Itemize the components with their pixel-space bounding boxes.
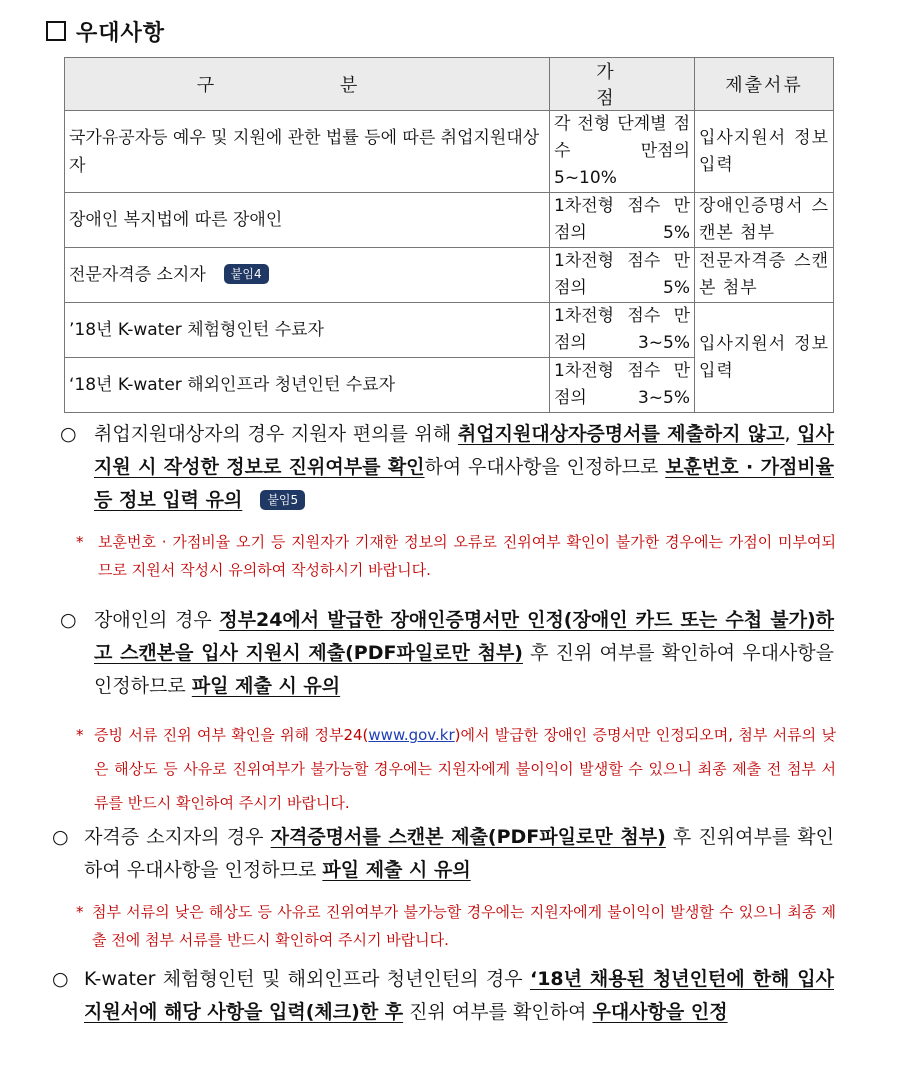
- header-points: 가 점: [550, 58, 695, 111]
- row-points: 1차전형 점수 만점의 5%: [550, 193, 695, 248]
- table-row: [65, 193, 834, 248]
- item-text: 취업지원대상자의 경우 지원자 편의를 위해: [94, 423, 458, 445]
- item-note: [76, 898, 836, 954]
- note-text: 보훈번호 · 가점비율 오기 등 지원자가 기재한 정보의 오류로 진위여부 확인이 불가한 경우에는 가점이 미부여되므로 지원서 작성시 유의하여 작성하시기 바랍니다.: [98, 533, 836, 579]
- header-category: 구 분: [65, 58, 550, 111]
- table-row: [65, 248, 834, 303]
- bullet-circle: ○: [60, 609, 77, 631]
- item-text: 후 진위 여부를 확인하여 우대사항을 인정하므로: [94, 642, 834, 697]
- item-emphasis: 입사지원 시 작성한 정보로 진위여부를 확인: [94, 423, 834, 478]
- item-text: 자격증 소지자의 경우: [84, 826, 271, 848]
- item-emphasis: 우대사항을 인정: [592, 1001, 728, 1023]
- benefit-item: [52, 821, 834, 887]
- table-row: [65, 303, 834, 358]
- row-points: 각 전형 단계별 점수 만점의 5~10%: [550, 111, 695, 193]
- row-documents: 전문자격증 스캔본 첨부: [695, 248, 834, 303]
- item-note: [76, 528, 836, 584]
- row-category: ‘18년 K-water 해외인프라 청년인턴 수료자: [65, 358, 550, 413]
- table-row: [65, 111, 834, 193]
- row-documents: 입사지원서 정보 입력: [695, 303, 834, 413]
- note-text: )에서 발급한 장애인 증명서만 인정되오며, 첨부 서류의 낮은 해상도 등 사유로 진위여부가 불가능할 경우에는 지원자에게 불이익이 발생할 수 있으니 최종 제출 전 첨부 서류를 반드시 확인하여 주시기 바랍니다.: [94, 726, 836, 812]
- section-title-text: 우대사항: [76, 21, 166, 46]
- header-documents: 제출서류: [695, 58, 834, 111]
- item-text: ,: [784, 423, 798, 445]
- note-asterisk: *: [76, 903, 84, 921]
- section-title: [46, 16, 165, 47]
- note-text: 첨부 서류의 낮은 해상도 등 사유로 진위여부가 불가능할 경우에는 지원자에게 불이익이 발생할 수 있으니 최종 제출 전에 첨부 서류를 반드시 확인하여 주시기 바랍니다.: [92, 903, 836, 949]
- row-points: 1차전형 점수 만점의 3~5%: [550, 358, 695, 413]
- checkbox-square-icon: [46, 21, 66, 41]
- row-category: 국가유공자등 예우 및 지원에 관한 법률 등에 따른 취업지원대상자: [65, 111, 550, 193]
- row-points: 1차전형 점수 만점의 3~5%: [550, 303, 695, 358]
- row-category-text: 전문자격증 소지자: [69, 265, 206, 285]
- item-text: 하여 우대사항을 인정하므로: [424, 456, 666, 478]
- table-header-row: [65, 58, 834, 111]
- item-text: 후 진위여부를 확인하여 우대사항을 인정하므로: [84, 826, 835, 881]
- row-category: [65, 248, 550, 303]
- row-documents: 장애인증명서 스캔본 첨부: [695, 193, 834, 248]
- item-emphasis: 보훈번호 · 가점비율 등 정보 입력 유의: [94, 456, 835, 511]
- benefit-table: [64, 57, 834, 413]
- bullet-circle: ○: [52, 968, 69, 990]
- row-points: 1차전형 점수 만점의 5%: [550, 248, 695, 303]
- item-emphasis: 정부24에서 발급한 장애인증명서만 인정(장애인 카드 또는 수첩 불가)하고 스캔본을 입사 지원시 제출(PDF파일로만 첨부): [94, 609, 834, 664]
- attachment-badge: 붙임5: [260, 490, 305, 510]
- gov24-link[interactable]: www.gov.kr: [368, 726, 455, 744]
- benefit-item: [60, 604, 834, 703]
- item-text: 진위 여부를 확인하여: [403, 1001, 593, 1023]
- item-note: [76, 718, 836, 820]
- benefit-item: [52, 963, 834, 1029]
- attachment-badge: 붙임4: [224, 264, 269, 284]
- row-documents: 입사지원서 정보 입력: [695, 111, 834, 193]
- item-emphasis: 파일 제출 시 유의: [322, 859, 471, 881]
- note-asterisk: *: [76, 533, 84, 551]
- row-category: 장애인 복지법에 따른 장애인: [65, 193, 550, 248]
- item-emphasis: ‘18년 채용된 청년인턴에 한해 입사지원서에 해당 사항을 입력(체크)한 후: [84, 968, 834, 1023]
- benefit-item: [60, 418, 834, 517]
- item-emphasis: 취업지원대상자증명서를 제출하지 않고: [457, 423, 785, 445]
- row-category: ’18년 K-water 체험형인턴 수료자: [65, 303, 550, 358]
- item-emphasis: 자격증명서를 스캔본 제출(PDF파일로만 첨부): [270, 826, 666, 848]
- note-asterisk: *: [76, 726, 84, 744]
- note-text: 증빙 서류 진위 여부 확인을 위해 정부24(: [94, 726, 369, 744]
- item-emphasis: 파일 제출 시 유의: [191, 675, 341, 697]
- bullet-circle: ○: [52, 826, 69, 848]
- item-text: K-water 체험형인턴 및 해외인프라 청년인턴의 경우: [84, 968, 530, 990]
- item-text: 장애인의 경우: [94, 609, 220, 631]
- bullet-circle: ○: [60, 423, 77, 445]
